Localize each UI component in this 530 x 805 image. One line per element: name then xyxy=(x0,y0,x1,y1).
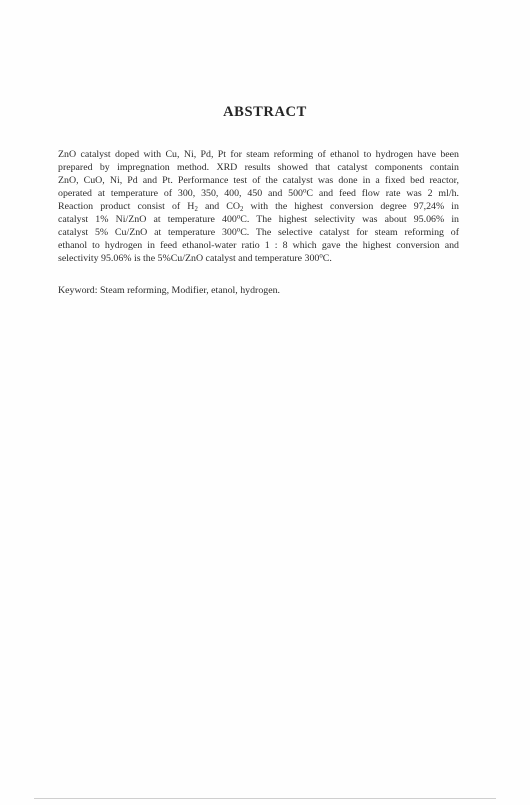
abstract-line: catalyst 5% Cu/ZnO at temperature 300$^o$C. The selective catalyst for steam reforming of xyxy=(58,226,459,238)
abstract-line: ethanol to hydrogen in feed ethanol-water ratio 1 : 8 which gave the highest conversion and xyxy=(58,239,459,251)
page-bottom-rule xyxy=(34,798,496,799)
abstract-body xyxy=(58,149,459,266)
abstract-line: operated at temperature of 300, 350, 400, 450 and 500$^o$C and feed flow rate was 2 ml/h. xyxy=(58,187,459,199)
abstract-line: ZnO catalyst doped with Cu, Ni, Pd, Pt for steam reforming of ethanol to hydrogen have been xyxy=(58,149,459,160)
abstract-line: selectivity 95.06% is the 5%Cu/ZnO catalyst and temperature 300$^o$C. xyxy=(58,252,332,264)
keyword-line: Keyword: Steam reforming, Modifier, etanol, hydrogen. xyxy=(58,285,281,296)
abstract-line: Reaction product consist of $H_2$ and $CO_2$ with the highest conversion degree 97,24% in xyxy=(58,200,459,213)
abstract-line: ZnO, CuO, Ni, Pd and Pt. Performance test of the catalyst was done in a fixed bed reactor, xyxy=(58,174,459,186)
abstract-line: prepared by impregnation method. XRD results showed that catalyst components contain xyxy=(58,161,459,173)
abstract-title: ABSTRACT xyxy=(223,104,307,120)
abstract-line: catalyst 1% Ni/ZnO at temperature 400$^o$C. The highest selectivity was about 95.06% in xyxy=(58,213,459,225)
